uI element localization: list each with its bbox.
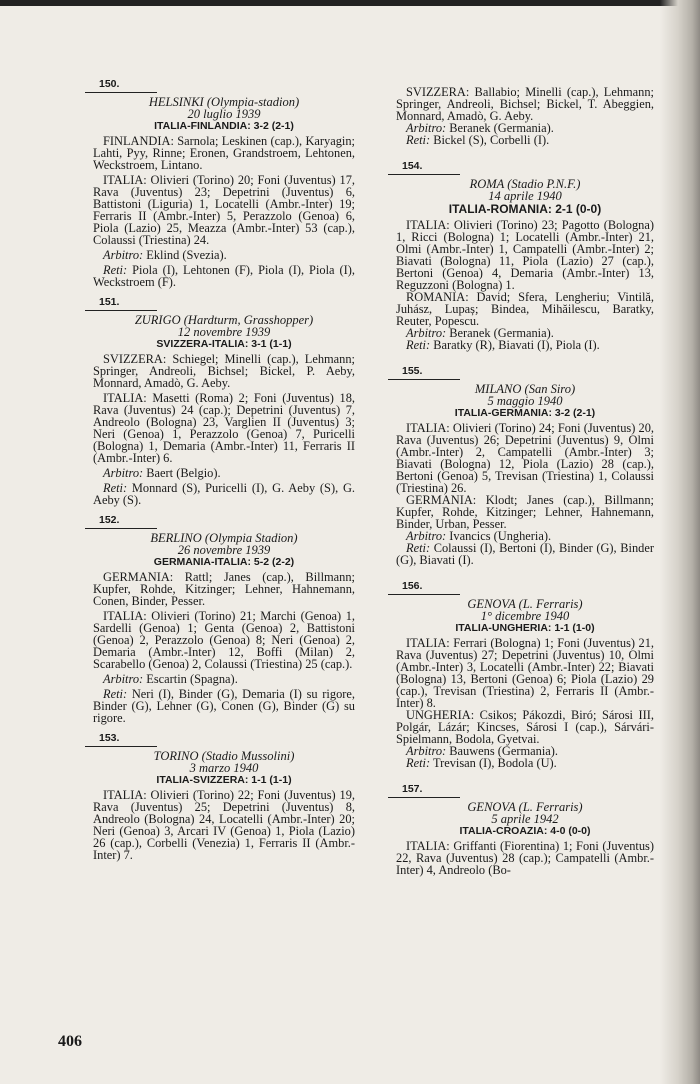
match-number: 150. — [99, 78, 120, 90]
match-venue: ROMA (Stadio P.N.F.) — [469, 177, 581, 191]
match-155 — [396, 365, 654, 566]
match-venue: MILANO (San Siro) — [474, 382, 576, 396]
match-title: ITALIA-ROMANIA: 2-1 (0-0) — [448, 202, 602, 216]
match-title: ITALIA-CROAZIA: 4-0 (0-0) — [459, 825, 591, 837]
match-number: 154. — [402, 160, 423, 172]
goals-label: Reti: — [103, 481, 128, 495]
match-title: ITALIA-FINLANDIA: 3-2 (2-1) — [154, 120, 294, 132]
referee-name: Beranek (Germania). — [449, 326, 554, 340]
divider-rule — [85, 92, 157, 93]
match-date: 12 novembre 1939 — [177, 325, 271, 339]
match-date: 3 marzo 1940 — [189, 761, 259, 775]
match-151 — [93, 296, 355, 506]
goals-list: Bickel (S), Corbelli (I). — [433, 133, 550, 147]
lineup-italia: ITALIA: Olivieri (Torino) 21; Marchi (Genoa) 1, Sardelli (Genoa) 1; Genta (Genoa) 2, Battistoni (Genoa) 2, Perazzolo (Genoa) 8; Neri (Genoa) 2, Demaria (Ambr.-Inter) 12, Boffi (Milan) 2, Scarabello (Genoa) 2, Colaussi (Triestina) 25 (cap.). — [93, 609, 355, 671]
referee-label: Arbitro: — [406, 744, 447, 758]
goals-list: Piola (I), Lehtonen (F), Piola (I), Piola (I), Weckstroem (F). — [93, 263, 355, 289]
goals-list: Baratky (R), Biavati (I), Piola (I). — [433, 338, 600, 352]
referee-name: Eklind (Svezia). — [146, 248, 227, 262]
referee-name: Baert (Belgio). — [146, 466, 221, 480]
divider-rule — [388, 594, 460, 595]
match-title: ITALIA-UNGHERIA: 1-1 (1-0) — [455, 622, 595, 634]
lineup-italia: ITALIA: Olivieri (Torino) 24; Foni (Juventus) 20, Rava (Juventus) 26; Depetrini (Juventus) 9, Olmi (Ambr.-Inter) 2, Campatelli (Ambr.-Inter) 3; Biavati (Bologna) 12, Piola (Lazio) 28 (cap.), Bertoni (Genoa) 5, Trevisan (Triestina) 1, Colaussi (Triestina) 26. — [396, 421, 654, 495]
referee-label: Arbitro: — [103, 466, 144, 480]
match-153 — [93, 732, 355, 861]
match-date: 5 aprile 1942 — [491, 812, 559, 826]
match-152 — [93, 514, 355, 724]
goals-line — [93, 482, 355, 506]
goals-line — [396, 757, 654, 769]
match-title: ITALIA-GERMANIA: 3-2 (2-1) — [454, 407, 596, 419]
referee-label: Arbitro: — [103, 672, 144, 686]
goals-list: Trevisan (I), Bodola (U). — [432, 756, 557, 770]
match-date: 20 luglio 1939 — [187, 107, 261, 121]
lineup-opponent: GERMANIA: Klodt; Janes (cap.), Billmann; Kupfer, Rohde, Kitzinger; Lehner, Hahnemann, Binder, Urban, Pesser. — [396, 493, 654, 531]
goals-label: Reti: — [406, 756, 431, 770]
divider-rule — [85, 528, 157, 529]
match-venue: GENOVA (L. Ferraris) — [467, 800, 583, 814]
lineup-italia: ITALIA: Olivieri (Torino) 23; Pagotto (Bologna) 1, Ricci (Bologna) 1; Locatelli (Ambr.-Inter) 21, Olmi (Ambr.-Inter) 1, Campatelli (Ambr.-Inter) 2; Biavati (Bologna) 11, Piola (Lazio) 27 (cap.), Bertoni (Genoa) 4, Demaria (Ambr.-Inter) 13, Reguzzoni (Bologna) 1. — [396, 218, 654, 292]
match-date: 14 aprile 1940 — [488, 189, 562, 203]
lineup-italia: ITALIA: Masetti (Roma) 2; Foni (Juventus) 18, Rava (Juventus) 24 (cap.); Depetrini (Juventus) 7, Andreolo (Bologna) 23, Varglien II (Juventus) 3; Neri (Genoa) 1, Perazzolo (Genoa) 7, Puricelli (Bologna) 1, Demaria (Ambr.-Inter) 11, Ferraris II (Ambr.-Inter) 6. — [93, 391, 355, 465]
divider-rule — [388, 379, 460, 380]
match-venue: BERLINO (Olympia Stadion) — [150, 531, 298, 545]
referee-name: Escartin (Spagna). — [146, 672, 238, 686]
divider-rule — [85, 746, 157, 747]
page-number: 406 — [58, 1033, 82, 1050]
left-column — [93, 78, 355, 869]
goals-list: Colaussi (I), Bertoni (I), Binder (G), Binder (G), Biavati (I). — [396, 541, 654, 567]
match-number: 152. — [99, 514, 120, 526]
referee-label: Arbitro: — [103, 248, 144, 262]
goals-label: Reti: — [103, 263, 128, 277]
referee-name: Beranek (Germania). — [449, 121, 554, 135]
lineup-opponent: SVIZZERA: Ballabio; Minelli (cap.), Lehmann; Springer, Andreoli, Bichsel; Bickel, T. Abeggien, Monnard, Amadò, G. Aeby. — [396, 85, 654, 123]
match-number: 155. — [402, 365, 423, 377]
lineup-opponent: SVIZZERA: Schiegel; Minelli (cap.), Lehmann; Springer, Andreoli, Bichsel; Bickel, P. Aeby, Monnard, Amadò, G. Aeby. — [93, 352, 355, 390]
referee-label: Arbitro: — [406, 121, 447, 135]
match-date: 5 maggio 1940 — [487, 394, 563, 408]
match-date: 26 novembre 1939 — [177, 543, 271, 557]
match-number: 151. — [99, 296, 120, 308]
match-154 — [396, 160, 654, 351]
right-column — [396, 86, 654, 884]
divider-rule — [85, 310, 157, 311]
match-date: 1° dicembre 1940 — [480, 609, 570, 623]
referee-name: Ivancics (Ungheria). — [449, 529, 552, 543]
goals-line — [93, 688, 355, 724]
lineup-italia: ITALIA: Griffanti (Fiorentina) 1; Foni (Juventus) 22, Rava (Juventus) 28 (cap.); Campatelli (Ambr.-Inter) 4, Andreolo (Bo- — [396, 839, 654, 877]
divider-rule — [388, 797, 460, 798]
referee-line — [93, 249, 355, 261]
match-number: 157. — [402, 783, 423, 795]
lineup-italia: ITALIA: Ferrari (Bologna) 1; Foni (Juventus) 21, Rava (Juventus) 27; Depetrini (Juventus) 10, Olmi (Ambr.-Inter) 3, Locatelli (Ambr.-Inter) 22; Biavati (Bologna) 13, Bertoni (Genoa) 6; Piola (Lazio) 29 (cap.), Trevisan (Triestina) 2, Ferraris II (Ambr.-Inter) 8. — [396, 636, 654, 710]
referee-label: Arbitro: — [406, 529, 447, 543]
match-title: GERMANIA-ITALIA: 5-2 (2-2) — [153, 556, 295, 568]
goals-list: Neri (I), Binder (G), Demaria (I) su rigore, Binder (G), Lehner (G), Conen (G), Binder (G) su rigore. — [93, 687, 355, 725]
scan-top-border — [0, 0, 700, 6]
referee-name: Bauwens (Germania). — [449, 744, 558, 758]
referee-label: Arbitro: — [406, 326, 447, 340]
match-title: ITALIA-SVIZZERA: 1-1 (1-1) — [156, 774, 292, 786]
goals-line — [396, 134, 654, 146]
goals-label: Reti: — [406, 541, 431, 555]
match-venue: GENOVA (L. Ferraris) — [467, 597, 583, 611]
match-venue: HELSINKI (Olympia-stadion) — [148, 95, 300, 109]
goals-label: Reti: — [406, 133, 431, 147]
lineup-italia: ITALIA: Olivieri (Torino) 22; Foni (Juventus) 19, Rava (Juventus) 25; Depetrini (Juventus) 8, Andreolo (Bologna) 24, Locatelli (Ambr.-Inter) 20; Neri (Genoa) 3, Arcari IV (Genoa) 1, Piola (Lazio) 26 (cap.), Corbelli (Venezia) 1, Ferraris II (Ambr.-Inter) 7. — [93, 788, 355, 862]
referee-line — [93, 467, 355, 479]
lineup-opponent: UNGHERIA: Csikos; Pákozdi, Biró; Sárosi III, Polgár, Lázár; Kincses, Sárosi I (cap.), Sárvári-Spielmann, Bodola, Gyetvai. — [396, 708, 654, 746]
match-venue: TORINO (Stadio Mussolini) — [153, 749, 295, 763]
goals-label: Reti: — [103, 687, 128, 701]
page-edge-shadow — [660, 0, 700, 1084]
match-venue: ZURIGO (Hardturm, Grasshopper) — [134, 313, 314, 327]
lineup-opponent: FINLANDIA: Sarnola; Leskinen (cap.), Karyagin; Lahti, Pyy, Rinne; Eronen, Grandstroem, Lehtonen, Weckstroem, Lintano. — [93, 134, 355, 172]
match-number: 153. — [99, 732, 120, 744]
lineup-opponent: ROMANIA: David; Sfera, Lengheriu; Vintilă, Juhász, Lupaș; Bindea, Mihăilescu, Baratky, Reuter, Popescu. — [396, 290, 654, 328]
match-153-continued — [396, 86, 654, 146]
goals-line — [396, 542, 654, 566]
match-title: SVIZZERA-ITALIA: 3-1 (1-1) — [156, 338, 292, 350]
referee-line — [93, 673, 355, 685]
match-150 — [93, 78, 355, 288]
goals-line — [396, 339, 654, 351]
match-number: 156. — [402, 580, 423, 592]
divider-rule — [388, 174, 460, 175]
lineup-opponent: GERMANIA: Rattl; Janes (cap.), Billmann; Kupfer, Rohde, Kitzinger; Lehner, Hahnemann, Conen, Binder, Pesser. — [93, 570, 355, 608]
match-157 — [396, 783, 654, 876]
goals-list: Monnard (S), Puricelli (I), G. Aeby (S), G. Aeby (S). — [93, 481, 355, 507]
goals-label: Reti: — [406, 338, 431, 352]
match-156 — [396, 580, 654, 769]
goals-line — [93, 264, 355, 288]
lineup-italia: ITALIA: Olivieri (Torino) 20; Foni (Juventus) 17, Rava (Juventus) 23; Depetrini (Juventus) 6, Battistoni (Liguria) 1, Locatelli (Ambr.-Inter) 19; Ferraris II (Ambr.-Inter) 5, Perazzolo (Genoa) 6, Piola (Lazio) 25, Meazza (Ambr.-Inter) 53 (cap.), Colaussi (Triestina) 24. — [93, 173, 355, 247]
